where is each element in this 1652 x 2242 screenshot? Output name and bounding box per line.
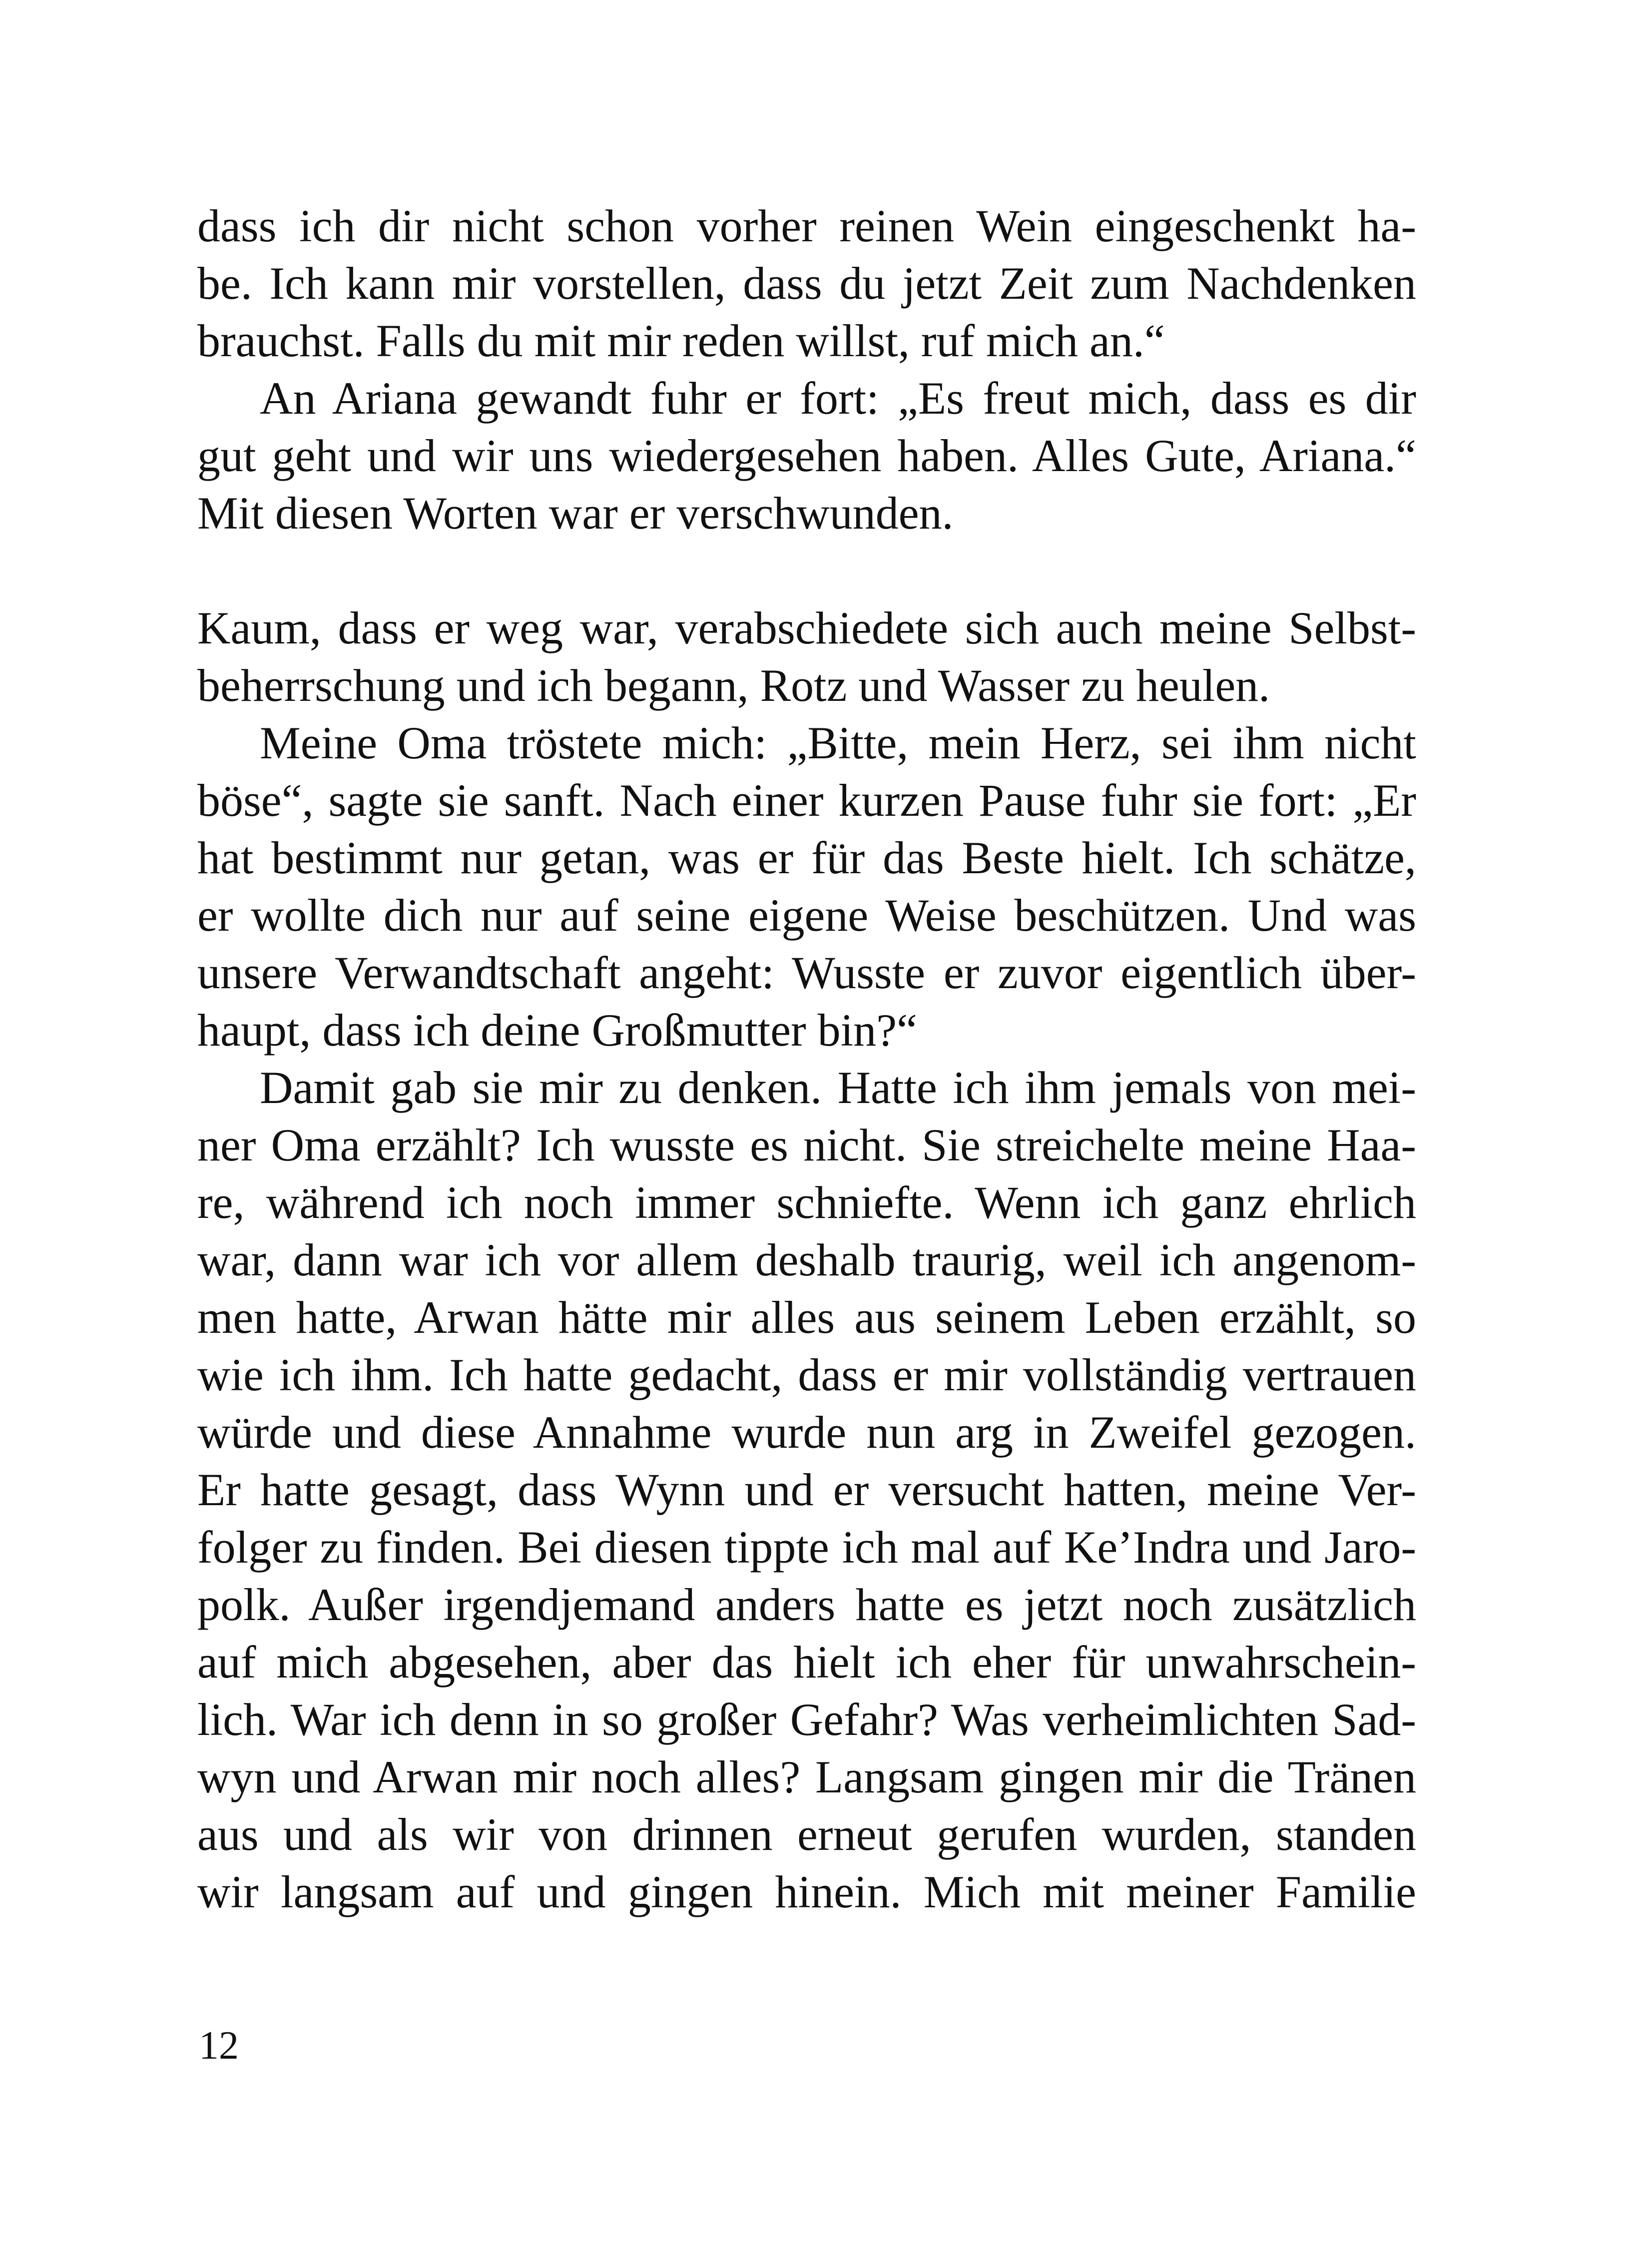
text-line: wir langsam auf und gingen hinein. Mich mit meiner Familie <box>197 1866 1416 1917</box>
text-line: Meine Oma tröstete mich: „Bitte, mein Herz, sei ihm nicht <box>260 717 1416 768</box>
text-line: gut geht und wir uns wiedergesehen haben. Alles Gute, Ariana.“ <box>197 430 1416 481</box>
text-line: polk. Außer irgendjemand anders hatte es jetzt noch zusätzlich <box>197 1579 1416 1630</box>
text-line: men hatte, Arwan hätte mir alles aus seinem Leben erzählt, so <box>197 1292 1416 1343</box>
text-line: er wollte dich nur auf seine eigene Weise beschützen. Und was <box>197 890 1416 941</box>
text-line: brauchst. Falls du mit mir reden willst, ruf mich an.“ <box>197 315 1165 366</box>
text-line: Kaum, dass er weg war, verabschiedete sich auch meine Selbst- <box>197 602 1416 653</box>
text-line: Mit diesen Worten war er verschwunden. <box>197 488 954 539</box>
text-line: wyn und Arwan mir noch alles? Langsam gingen mir die Tränen <box>197 1751 1416 1802</box>
text-line: Er hatte gesagt, dass Wynn und er versucht hatten, meine Ver- <box>197 1464 1416 1515</box>
page-number: 12 <box>199 2024 239 2068</box>
text-line: re, während ich noch immer schniefte. Wenn ich ganz ehrlich <box>197 1177 1416 1228</box>
text-line: An Ariana gewandt fuhr er fort: „Es freut mich, dass es dir <box>260 373 1416 424</box>
text-line: unsere Verwandtschaft angeht: Wusste er zuvor eigentlich über- <box>197 947 1416 998</box>
text-line: folger zu finden. Bei diesen tippte ich mal auf Ke’Indra und Jaro- <box>197 1522 1416 1573</box>
text-line: auf mich abgesehen, aber das hielt ich eher für unwahrschein- <box>197 1637 1416 1687</box>
text-line: böse“, sagte sie sanft. Nach einer kurzen Pause fuhr sie fort: „Er <box>197 775 1416 826</box>
text-line: be. Ich kann mir vorstellen, dass du jetzt Zeit zum Nachdenken <box>197 258 1416 309</box>
text-line: war, dann war ich vor allem deshalb traurig, weil ich angenom- <box>197 1234 1416 1285</box>
body-text <box>197 197 1416 1921</box>
text-line: Damit gab sie mir zu denken. Hatte ich ihm jemals von mei- <box>260 1062 1416 1113</box>
text-line: beherrschung und ich begann, Rotz und Wasser zu heulen. <box>197 660 1270 711</box>
text-line: hat bestimmt nur getan, was er für das Beste hielt. Ich schätze, <box>197 832 1416 883</box>
text-line: haupt, dass ich deine Großmutter bin?“ <box>197 1005 917 1056</box>
text-line: dass ich dir nicht schon vorher reinen Wein eingeschenkt ha- <box>197 200 1416 251</box>
text-line: lich. War ich denn in so großer Gefahr? Was verheimlichten Sad- <box>197 1694 1416 1745</box>
text-line: wie ich ihm. Ich hatte gedacht, dass er mir vollständig vertrauen <box>197 1349 1416 1400</box>
paragraph-break <box>197 542 1416 599</box>
text-line: würde und diese Annahme wurde nun arg in Zweifel gezogen. <box>197 1407 1416 1458</box>
text-line: aus und als wir von drinnen erneut gerufen wurden, standen <box>197 1809 1416 1860</box>
text-line: ner Oma erzählt? Ich wusste es nicht. Sie streichelte meine Haa- <box>197 1120 1416 1170</box>
